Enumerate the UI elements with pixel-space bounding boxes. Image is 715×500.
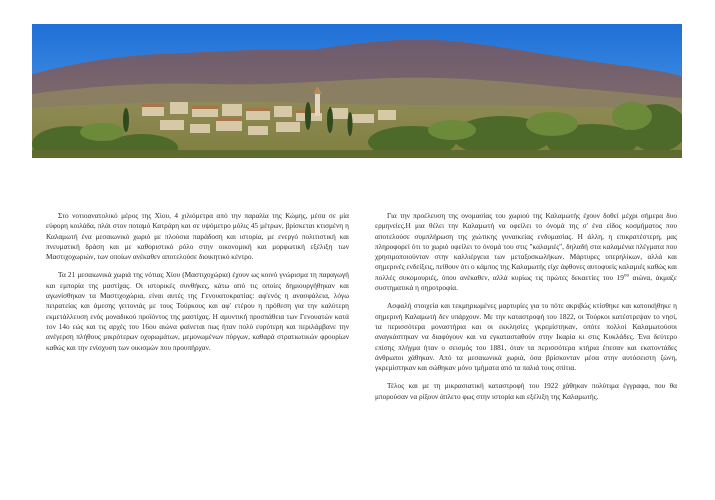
century-superscript: ου [623,273,629,279]
left-text-column [46,211,349,361]
left-paragraph-1: Στο νοτιοανατολικό μέρος της Χίου, 4 χιλιόμετρα από την παραλία της Κώμης, μέσα σε μία εύφορη κοιλάδα, πλάι στον ποταμό Κατράρη και σε υψόμετρο μόλις 45 μέτρων, βρίσκεται κτισμένη η Καλαμωτή ένα μεσαιωνικό χωριό με πλούσια παράδοση και ιστορία, με ενεργό πολιτιστική και πνευματική δράση και με καθοριστικό ρόλο στην οικονομική και μορφωτική εξέλιξη των Μαστιχοχωριών, των οποίων ανέκαθεν αποτελούσε διοικητικό κέντρο. [46,211,349,262]
right-text-column [375,211,677,410]
left-paragraph-2: Τα 21 μεσαιωνικά χωριά της νότιας Χίου (Μαστιχοχώρια) έχουν ως κοινό γνώρισμα τη παραγωγή και εμπορία της μαστίχας. Οι ιστορικές συνθήκες, κάτω από τις οποίες δημιουργήθηκαν και αγωνίσθηκαν τα Μαστιχοχώρια, είναι αυτές της Γενουατοκρατίας: αφ'ενός η ανασφάλεια, λόγω πειρατείας και άμεσης γειτονιάς με τους Τούρκους και αφ' ετέρου η πρόθεση για την καλύτερη εκμετάλλευση ενός μοναδικού προϊόντος της μαστίχας. Η αμυντική προσπάθεια των Γενουατών κατά τον 14ο εώς και τις αρχές του 16ου αιώνα φαίνεται πως ήταν πολύ ευρύτερη και περιλάμβανε την ανέγερση πλήθους μικρότερων οχυρωμάτων, μεμονωμένων πύργων, καθαρά στρατιωτικών φρουρίων καθώς και την ενίσχυση των οικισμών που προυπήρχαν. [46,270,349,352]
right-paragraph-2: Ασφαλή στοιχεία και τεκμηριωμένες μαρτυρίες για το πότε ακριβώς κτίσθηκε και κατοικήθηκε η σημερινή Καλαμωτή δεν υπάρχουν. Με την καταστροφή του 1822, οι Τούρκοι κατέστρεψαν το νησί, τα περισσότερα μοναστήρια και οι εκκλησίες γκρεμίστηκαν, οπότε πολλοί Καλαμωτούσοι αναγκάστηκαν να διαφύγουν και να εγκατασταθούν στην Ικαρία κι στις Κυκλάδες. Ένα δεύτερο επίσης πλήγμα ήταν ο σεισμός του 1881, όταν τα περισσότερα κτήρια έπεσαν και εκατοντάδες άνθρωποι χάθηκαν. Από τα μεσαιωνικά χωριά, όσα βρίσκονταν μέσα στην αυτόσειστη ζώνη, γκρεμίστηκαν και σώθηκαν μόνο τμήματα από τα παλιά τους σπίτια. [375,301,677,373]
right-paragraph-1 [375,211,677,293]
village-panorama-photo [32,24,682,158]
right-paragraph-3: Τέλος και με τη μικρασιατική καταστροφή του 1922 χάθηκαν πολύτιμα έγγραφα, που θα μπορούσαν να ρίξουν άπλετο φως στην ιστορία και εξέλιξη της Καλαμωτής. [375,381,677,401]
village-panorama-illustration [32,24,682,158]
right-paragraph-1-tail: αιώνα, άκμαζε συστηματικά η σηροτροφία. [375,272,677,293]
right-paragraph-1-text: Για την προέλευση της ονομασίας του χωριού της Καλαμωτής έχουν δοθεί μέχρι σήμερα δυο ερμηνείες.Η μια θέλει την Καλαμωτή να οφείλει το όνομά της σ' ένα είδος κοσμήματος που αποτελούσε συμπλήρωση της χιώτικης γυναικείας ενδυμασίας. Η άλλη, η επικρατέστερη, μας πληροφορεί ότι το χωριό οφείλει το όνομά του στις "καλαμιές", δηλαδή στα καλαμένια πλέγματα που χρησιμοποιούνταν στην καλλιέργεια των μεταξοσκωλήκων. Μάρτυρες υπερηλίκων, αλλά και σημερινές ενδείξεις, πείθουν ότι ο κάμπος της Καλαμωτής είχε άφθονες αυτοφυείς καλαμιές καθώς και πολλές συκομουριές, όπου ανέκαθεν, αλλά κυρίως τις πρώτες δεκαετίες του 19 [375,211,677,282]
